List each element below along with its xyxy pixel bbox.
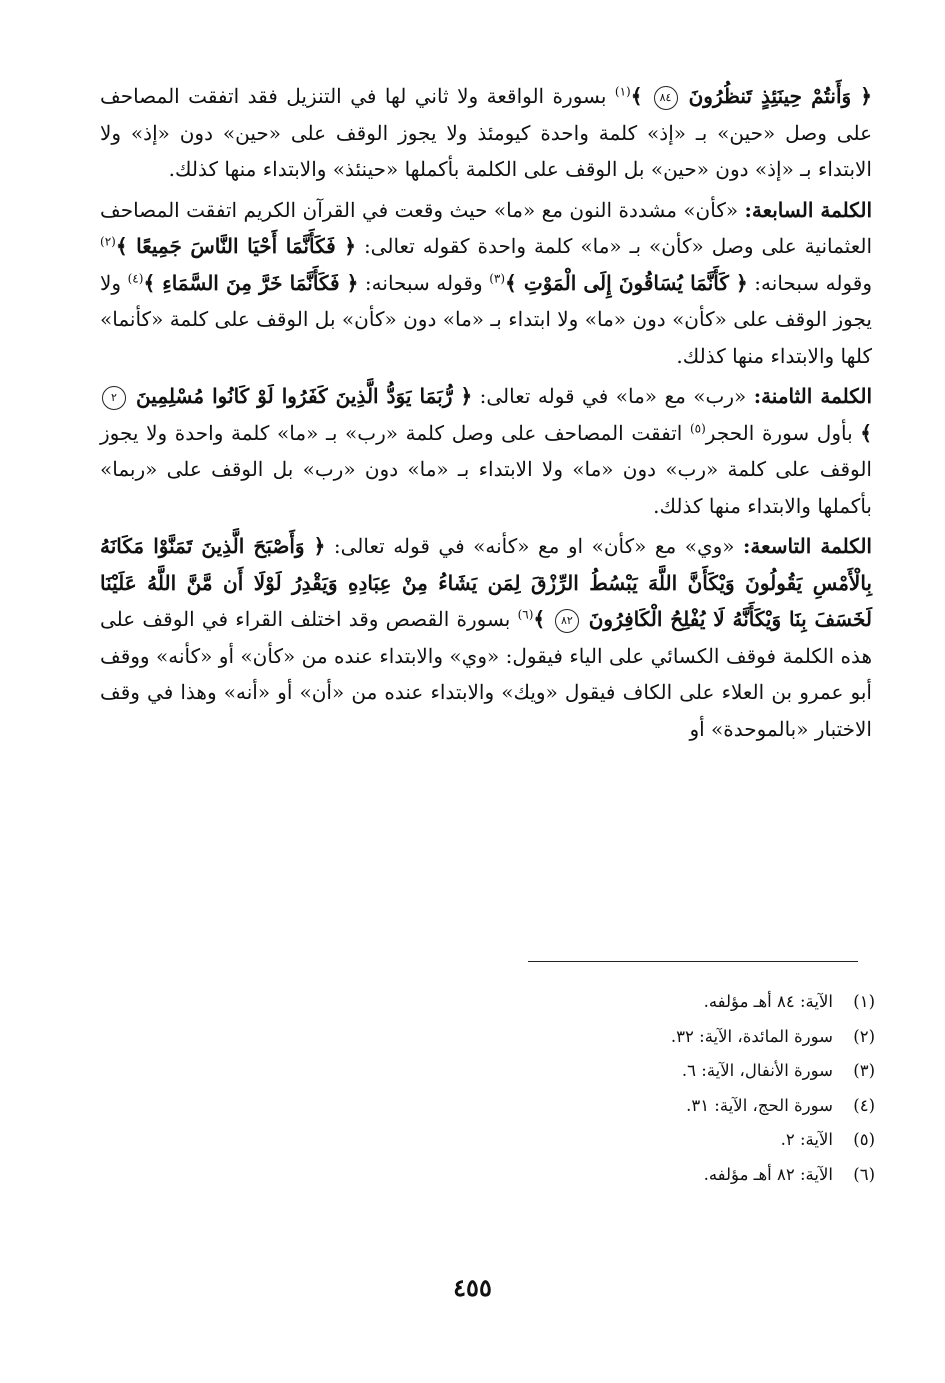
footnote-divider [528, 961, 858, 962]
footnote-number: (١) [853, 992, 875, 1011]
footnote-text: الآية: ٢. [780, 1130, 833, 1149]
footnote-number: (٦) [853, 1164, 875, 1184]
ayah-number-marker: ٢ [102, 386, 126, 410]
page-number: ٤٥٥ [453, 1273, 492, 1302]
footnote-ref: (٢) [100, 234, 116, 249]
footnote-number: (٣) [853, 1061, 875, 1080]
footnote-item [300, 1089, 875, 1124]
paragraph-text: وقوله سبحانه: [358, 270, 490, 295]
footnote-item [300, 1123, 875, 1158]
quran-verse: ﴿ فَكَأَنَّمَا أَحْيَا النَّاسَ جَمِيعًا ﴾ [115, 234, 356, 258]
quran-verse: ﴿ فَكَأَنَّمَا خَرَّ مِنَ السَّمَاءِ ﴾ [143, 270, 359, 295]
section-heading: الكلمة التاسعة: [742, 534, 872, 558]
footnote-ref: (٦) [517, 607, 534, 622]
paragraph-text: ولا يجوز الوقف على «كأن» دون «ما» ولا ابتداء بـ «ما» دون «كأن» بل الوقف على كلمة «كأنما» كلها والابتداء منها كذلك. [100, 270, 872, 368]
quran-close-bracket: ﴾ [630, 84, 652, 108]
paragraph-text: اتفقت المصاحف على وصل كلمة «رب» بـ «ما» كلمة واحدة ولا يجوز الوقف على كلمة «رب» دون «ما» ولا الابتداء بـ «ما» دون «رب» بل الوقف على «ربما» بأكملها والابتداء منها كذلك. [100, 420, 872, 518]
footnote-item [300, 1054, 875, 1089]
footnote-item [300, 1158, 875, 1193]
ayah-number-marker: ٨٤ [654, 86, 678, 110]
footnote-text: سورة الأنفال، الآية: ٦. [681, 1061, 833, 1080]
paragraph-text: «رب» مع «ما» في قوله تعالى: [472, 384, 754, 408]
paragraph-text: وقوله سبحانه: [747, 270, 873, 295]
footnote-text: سورة المائدة، الآية: ٣٢. [670, 1026, 833, 1046]
paragraph-text: «كأن» مشددة النون مع «ما» حيث وقعت في القرآن الكريم اتفقت المصاحف العثمانية على وصل «كأن» بـ «ما» كلمة واحدة كقوله تعالى: [100, 197, 872, 258]
quran-close-bracket: ﴾ [860, 420, 873, 445]
quran-close-bracket: ﴾ [533, 607, 553, 631]
paragraph-text: «وي» مع «كأن» او مع «كأنه» في قوله تعالى: [325, 534, 743, 558]
ayah-number-marker: ٨٢ [555, 609, 579, 633]
footnote-ref: (٥) [689, 420, 706, 435]
footnote-text: الآية: ٨٤ أهـ مؤلفه. [703, 992, 833, 1011]
footnote-item [300, 985, 875, 1020]
quran-verse: ﴿ رُّبَمَا يَوَدُّ الَّذِينَ كَفَرُوا لَوْ كَانُوا مُسْلِمِينَ [128, 384, 473, 408]
footnote-text: سورة الحج، الآية: ٣١. [686, 1095, 833, 1115]
paragraph-text: بسورة الواقعة ولا ثاني لها في التنزيل فقد اتفقت المصاحف على وصل «حين» بـ «إذ» كلمة واحدة كيومئذ ولا يجوز الوقف على «حين» دون «إذ» ولا الابتداء بـ «إذ» دون «حين» بل الوقف على الكلمة بأكملها «حينئذ» والابتداء منها كذلك. [100, 84, 873, 181]
paragraph-ninth-word [100, 528, 872, 747]
section-heading: الكلمة السابعة: [744, 197, 872, 222]
footnote-item [300, 1020, 875, 1055]
paragraph-seventh-word [100, 192, 872, 375]
footnote-ref: (٤) [127, 270, 144, 285]
quran-verse: ﴿ وَأَصْبَحَ الَّذِينَ تَمَنَّوْا مَكَانَهُ بِالْأَمْسِ يَقُولُونَ وَيْكَأَنَّ اللَّهَ يَبْسُطُ الرِّزْقَ لِمَن يَشَاءُ مِنْ عِبَادِهِ وَيَقْدِرُ لَوْلَا أَن مَّنَّ اللَّهُ عَلَيْنَا لَخَسَفَ بِنَا وَيْكَأَنَّهُ لَا يُفْلِحُ الْكَافِرُونَ [100, 534, 873, 631]
paragraph-eighth-word [100, 378, 872, 524]
quran-verse: ﴿ وَأَنتُمْ حِينَئِذٍ تَنظُرُونَ [679, 84, 872, 108]
footnote-ref: (٣) [489, 270, 506, 285]
footnote-number: (٢) [853, 1026, 875, 1046]
paragraph-text: بأول سورة الحجر [705, 420, 861, 445]
main-text [100, 78, 872, 747]
footnote-number: (٤) [853, 1095, 875, 1115]
quran-verse: ﴿ كَأَنَّمَا يُسَاقُونَ إِلَى الْمَوْتِ ﴾ [505, 270, 748, 295]
footnote-ref: (١) [614, 84, 631, 99]
footnote-number: (٥) [853, 1130, 875, 1149]
paragraph-hinaidhin [100, 78, 872, 188]
footnotes-list [300, 985, 875, 1192]
footnote-text: الآية: ٨٢ أهـ مؤلفه. [703, 1164, 833, 1184]
paragraph-text: بسورة القصص وقد اختلف القراء في الوقف على هذه الكلمة فوقف الكسائي على الياء فيقول: «وي» والابتداء عنده من «كأن» أو «كأنه» ووقف أبو عمرو بن العلاء على الكاف فيقول «ويك» والابتداء عنده من «أن» أو «أنه» وهذا في وقف الاختبار «بالموحدة» أو [100, 607, 872, 741]
section-heading: الكلمة الثامنة: [753, 384, 872, 408]
